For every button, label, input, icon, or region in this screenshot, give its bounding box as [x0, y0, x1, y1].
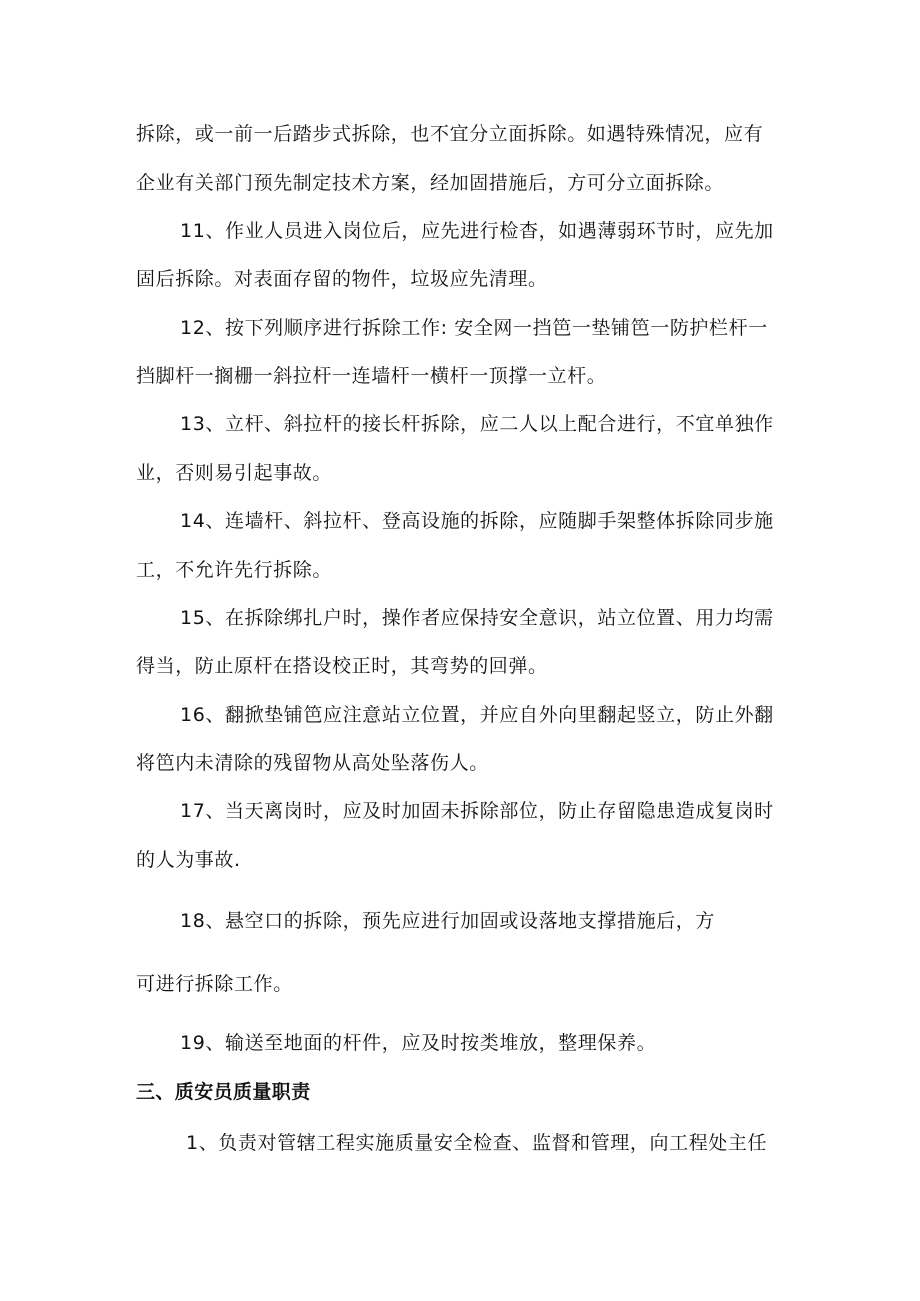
item-16-line: 16、翻掀垫铺笆应注意站立位置，并应自外向里翻起竖立，防止外翻	[180, 704, 774, 726]
item-15-line: 15、在拆除绑扎户时，操作者应保持安全意识，站立位置、用力均需	[180, 607, 774, 629]
item-16-continuation: 将笆内未清除的残留物从高处坠落伤人。	[136, 752, 489, 774]
item-17-continuation: 的人为事故.	[136, 849, 241, 871]
item-15-continuation: 得当，防止原杆在搭设校正时，其弯势的回弹。	[136, 655, 548, 677]
paragraph-line: 拆除，或一前一后踏步式拆除，也不宜分立面拆除。如遇特殊情况，应有	[136, 123, 764, 145]
section-heading: 三、质安员质量职责	[136, 1081, 311, 1103]
item-12-continuation: 挡脚杆一搁栅一斜拉杆一连墙杆一横杆一顶撑一立杆。	[136, 365, 607, 387]
item-14-line: 14、连墙杆、斜拉杆、登高设施的拆除，应随脚手架整体拆除同步施	[180, 510, 774, 532]
item-14-continuation: 工，不允许先行拆除。	[136, 559, 333, 581]
item-19-line: 19、输送至地面的杆件，应及时按类堆放，整理保养。	[180, 1032, 657, 1054]
item-13-continuation: 业，否则易引起事故。	[136, 462, 333, 484]
item-18-continuation: 可进行拆除工作。	[136, 973, 293, 995]
item-11-continuation: 固后拆除。对表面存留的物件，垃圾应先清理。	[136, 268, 548, 290]
item-12-line: 12、按下列顺序进行拆除工作: 安全网一挡笆一垫铺笆一防护栏杆一	[180, 317, 768, 339]
item-13-line: 13、立杆、斜拉杆的接长杆拆除，应二人以上配合进行，不宜单独作	[180, 413, 774, 435]
item-11-line: 11、作业人员进入岗位后，应先进行检杳，如遇薄弱环节时，应先加	[180, 220, 774, 242]
duty-item-1-line: 1、负责对管辖工程实施质量安全检查、监督和管理，向工程处主任	[186, 1132, 768, 1154]
item-17-line: 17、当天离岗时，应及时加固未拆除部位，防止存留隐患造成复岗时	[180, 800, 774, 822]
paragraph-line: 企业有关部门预先制定技术方案，经加固措施后，方可分立面拆除。	[136, 172, 725, 194]
item-18-line: 18、悬空口的拆除，预先应进行加固或设落地支撑措施后，方	[180, 910, 715, 932]
